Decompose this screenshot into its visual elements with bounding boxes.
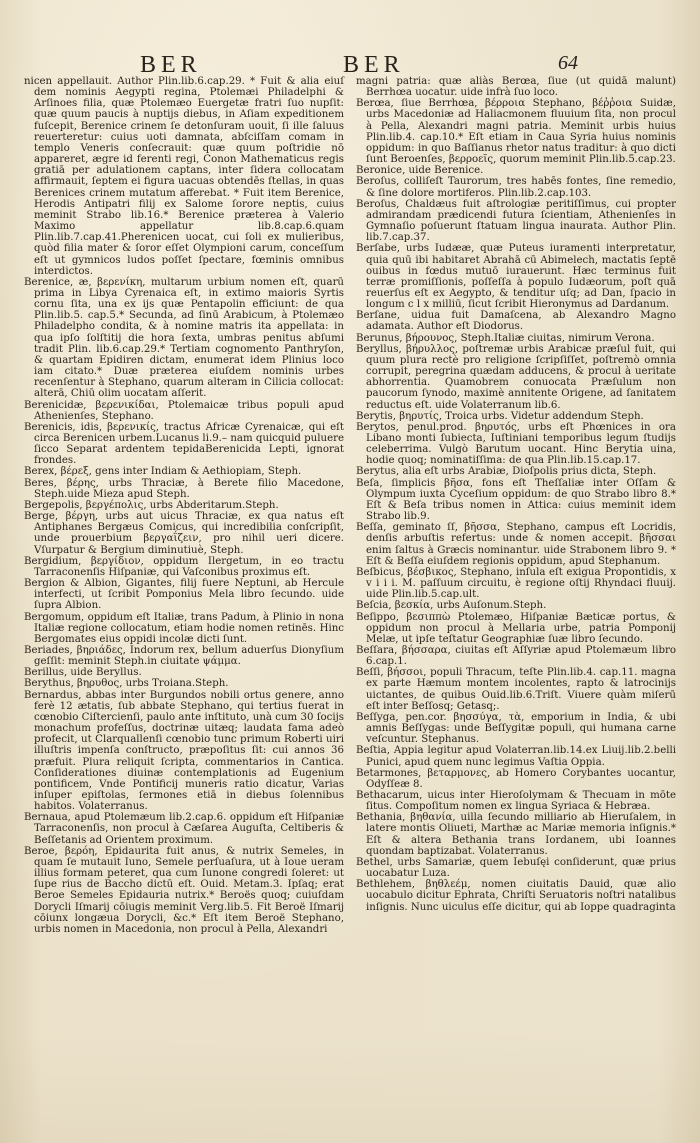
dictionary-entry: Beſſi, βήσσοι, populi Thracum, teſte Plin.lib.4. cap.11. magna ex parte Hæmum montem incolentes, rapto & latrocinijs uictantes, de quibus Ouid.lib.6.Triſt. Viuere quàm miſerū eſt inter Beſſosq; Getasq;. (356, 667, 676, 712)
running-head-left: BER (140, 52, 202, 78)
dictionary-entry: Bernaua, apud Ptolemæum lib.2.cap.6. oppidum eſt Hiſpaniæ Tarraconenſis, non procul à Cæſarea Auguſta, Celtiberis & Beſſetanis ad Orientem proximum. (24, 812, 344, 846)
dictionary-entry: Berſane, uidua fuit Damaſcena, ab Alexandro Magno adamata. Author eſt Diodorus. (356, 310, 676, 333)
dictionary-entry: Berenice, æ, βερενίκη, multarum urbium nomen eſt, quarū prima in Libya Cyrenaica eſt, in extimo maioris Syrtis cornu ſita, una ex ijs quæ Pentapolin efficiunt: de qua Plin.lib.5. cap.5.* Secunda, ad ſinū Arabicum, à Ptolemæo Philadelpho condita, & à nomine matris ita appellata: in qua ipſo ſolſtitij die hora ſexta, umbras penitus abſumi tradit Plin. lib.6.cap.29.* Tertiam cognomento Panthryſon, & quartam Epidiren dictam, enumerat idem Plinius loco iam citato.* Duæ præterea eiuſdem nominis urbes recenſentur à Stephano, quarum alteram in Cilicia collocat: alterā, Chiū olim uocatam aſſerit. (24, 276, 344, 400)
dictionary-entry: Bethel, urbs Samariæ, quem Iebuſęi conſiderunt, quæ prius uocabatur Luza. (356, 856, 676, 880)
dictionary-entry: Beronice, uide Berenice. (356, 165, 484, 177)
dictionary-entry: Bergepolis, βεργέπολις, urbs Abderitarum.Steph. (24, 499, 279, 511)
dictionary-entry: Beſippo, βεσιππὼ Ptolemæo, Hiſpaniæ Bæticæ portus, & oppidum non procul à Mellaria urbe, patria Pomponij Melæ, ut ipſe teſtatur Geographiæ ſuæ libro ſecundo. (356, 611, 676, 645)
dictionary-entry: Beres, βέρης, urbs Thraciæ, à Berete filio Macedone, Steph.uide Mieza apud Steph. (24, 477, 344, 500)
dictionary-entry: Beſa, ſimplicis βῆσα, fons eſt Theſſaliæ inter Oſſam & Olympum iuxta Cyceſium oppidum: de quo Strabo libro 8.* Eſt & Beſa tribus nomen in Attica: cuius meminit idem Strabo lib.9. (356, 477, 676, 523)
dictionary-entry: Betarmones, βεταρμονες, ab Homero Corybantes uocantur, Odyſſeæ 8. (356, 767, 676, 790)
dictionary-entry: nicen appellauit. Author Plin.lib.6.cap.29. * Fuit & alia eiuſ dem nominis Aegypti regina, Ptolemæi Philadelphi & Arſinoes filia, quæ Ptolemæo Euergetæ fratri ſuo nupſit: quæ quum paucis à nuptijs diebus, in Aſiam expeditionem fuſcepit, Berenice crinem ſe detonſuram uouit, ſi ille ſaluus reuerteretur: cuius uoti damnata, abſciſſam comam in templo Veneris conſecrauit: quæ quum poſtridie nō appareret, ægre id ferenti regi, Conon Mathematicus regis gratiā per adulationem captans, inter ſidera collocatam affirmauit, ſeptem ei figura uacuas obtendēs ſtellas, in quas Berenices crinem mutatum afferebat. * Fuit item Berenice, Herodis Antipatri filij ex Salome ſorore neptis, cuius meminit Strabo lib.16.* Berenice præterea à Valerio Maximo appellatur lib.8.cap.6.quam Plin.lib.7.cap.41.Pherenicen uocat, cui ſoli ex mulieribus, quòd filia mater & ſoror eſſet Olympioni carum, conceſſum eſt ut gymnicos ludos poſſet ſpectare, fœminis omnibus interdictos. (24, 76, 344, 277)
dictionary-entry: Beroſus, colliſeſt Taurorum, tres habēs fontes, ſine remedio, & ſine dolore mortiferos. Plin.lib.2.cap.103. (356, 176, 676, 199)
dictionary-entry: Berytos, penul.prod. βηρυτός, urbs eſt Phœnices in ora Libano monti ſubiecta, Iuſtiniani temporibus legum ſtudijs celeberrima. Vulgò Barutum uocant. Hinc Berytia uina, hodie quoq; nominatiſſima: de qua Plin.lib.15.cap.17. (356, 421, 676, 467)
dictionary-entry: Berenicidæ, βερενικίδαι, Ptolemaicæ tribus populi apud Athenienſes, Stephano. (24, 399, 344, 422)
dictionary-entry: Beroe, βερόη, Epidaurita fuit anus, & nutrix Semeles, in quam ſe mutauit Iuno, Semele perſuaſura, ut à Ioue ueram illius formam peteret, qua cum Iunone congredi ſoleret: ut ſupe rius de Baccho dictū eſt. Ouid. Metam.3. Ipſaq; erat Beroe Semeles Epidauria nutrix.* Beroës quoq; cuiuſdam Dorycli Iſmarij cōiugis meminit Verg.lib.5. Fit Beroë Iſmarij cōiunx longæua Dorycli, &c.* Eſt item Beroë Stephano, urbis nomen in Macedonia, non procul à Pella, Alexandri (24, 845, 344, 935)
dictionary-entry: Bethania, βηθανία, uilla ſecundo milliario ab Hieruſalem, in latere montis Oliueti, Marthæ ac Mariæ memoria inſignis.* Eſt & altera Bethania trans Iordanem, ubi Ioannes quondam baptizabat. Volaterranus. (356, 812, 676, 857)
dictionary-entry: Berœa, ſiue Berrhœa, βέρροια Stephano, βέῤῥοια Suidæ, urbs Macedoniæ ad Haliacmonem fluuium ſita, non procul à Pella, Alexandri magni patria. Meminit urbis huius Plin.lib.4. cap.10.* Eſt etiam in Caua Syria huius nominis oppidum: in quo Baſſianus rhetor natus traditur: à quo dicti ſunt Beroenſes, βερροεῖς, quorum meminit Plin.lib.5.cap.23. (356, 98, 676, 166)
dictionary-entry: Berytus, alia eſt urbs Arabiæ, Dioſpolis prius dicta, Steph. (356, 466, 657, 478)
dictionary-entry: Berex, βέρεξ, gens inter Indiam & Aethiopiam, Steph. (24, 466, 302, 478)
dictionary-entry: Bethlehem, βηθλεέμ, nomen ciuitatis Dauid, quæ alio uocabulo dicitur Ephrata, Chriſti Seruatoris noſtri natalibus inſignis. Nunc uiculus eſſe dicitur, qui ab Ioppe quadraginta (356, 879, 676, 913)
right-text-column (356, 76, 676, 913)
dictionary-entry: Beroſus, Chaldæus fuit aſtrologiæ peritiſſimus, cui propter admirandam prædicendi futura ſcientiam, Athenienſes in Gymnaſio poſuerunt ſtatuam lingua inaurata. Author Plin. lib.7.cap.37. (356, 198, 676, 244)
page-number: 64 (558, 52, 578, 74)
dictionary-entry: Berge, βέργη, urbs aut uicus Thraciæ, ex qua natus eſt Antiphanes Bergæus Comicus, qui incredibilia conſcripſit, unde prouerbium βεργαΐζειν, pro nihil ueri dicere. Vſurpatur & Bergium diminutiuè, Steph. (24, 511, 344, 556)
dictionary-entry: Bergion & Albion, Gigantes, filij fuere Neptuni, ab Hercule interfecti, ut ſcribit Pomponius Mela libro ſecundo. uide ſupra Albion. (24, 578, 344, 612)
dictionary-entry: Berſabe, urbs Iudææ, quæ Puteus iuramenti interpretatur, quia quū ibi habitaret Abrahā cū Abimelech, mactatis ſeptē ouibus in fœdus mutuō iurauerunt. Hæc terminus fuit terræ promiſſionis, poſſeſſa à populo Iudæorum, poſt quā reuerſus eſt ex Aegypto, & tenditur uſq; ad Dan, ſpacio in longum c l x milliū, ſicut ſcribit Hieronymus ad Dardanum. (356, 243, 676, 311)
left-text-column (24, 76, 344, 935)
dictionary-entry: Berillus, uide Beryllus. (24, 667, 142, 679)
dictionary-entry: Berenicis, idis, βερενικίς, tractus Africæ Cyrenaicæ, qui eſt circa Berenicen urbem.Lucanus li.9.– nam quicquid puluere ſicco Separat ardentem tepidaBerenicida Lepti, ignorat frondes. (24, 421, 344, 467)
dictionary-entry: Bergidium, βεργίδιον, oppidum Ilergetum, in eo tractu Tarraconenſis Hiſpaniæ, qui Vaſconibus proximus eſt. (24, 555, 344, 578)
dictionary-entry: Beſſyga, pen.cor. βησσύγα, τὰ, emporium in India, & ubi amnis Beſſygas: unde Beſſygitæ populi, qui humana carne veſcuntur. Stephanus. (356, 711, 676, 746)
dictionary-entry: magni patria: quæ aliàs Berœa, ſiue (ut quidā malunt) Berrhœa uocatur. uide infrà ſuo loco. (356, 76, 676, 99)
dictionary-entry: Berunus, βήρουνος, Steph.Italiæ ciuitas, nimirum Verona. (356, 332, 655, 344)
dictionary-entry: Beſſa, geminato ſſ, βῆσσα, Stephano, campus eſt Locridis, denſis arbuſtis refertus: unde & nomen accepit. βῆσσαι enim ſaltus à Græcis nominantur. uide Strabonem libro 9. * Eſt & Beſſa eiuſdem regionis oppidum, apud Stephanum. (356, 522, 676, 567)
dictionary-entry: Bethacarum, uicus inter Hieroſolymam & Thecuam in mōte ſitus. Compoſitum nomen ex lingua Syriaca & Hebræa. (356, 790, 676, 813)
dictionary-entry: Beſcia, βεσκία, urbs Auſonum.Steph. (356, 600, 547, 612)
dictionary-entry: Berythus, βηρυθος, urbs Troiana.Steph. (24, 678, 229, 690)
dictionary-entry: Beſbicus, βέσβικος, Stephano, inſula eſt exigua Propontidis, x v i i i. M. paſſuum circuitu, è regione oſtij Rhyndaci fluuij. uide Plin.lib.5.cap.ult. (356, 566, 676, 601)
dictionary-entry: Beryllus, βήρυλλος, poſtremæ urbis Arabicæ præſul fuit, qui quum plura rectè pro religione ſcripſiſſet, poſtremò omnia corrupit, peregrina quædam adducens, & procul à ueritate abhorrentia. Quamobrem conuocata Præſulum non paucorum ſynodo, maximè annitente Origene, ad ſanitatem reductus eſt. uide Volaterranum lib.6. (356, 343, 676, 411)
dictionary-entry: Bergomum, oppidum eſt Italiæ, trans Padum, à Plinio in nona Italiæ regione collocatum, etiam hodie nomen retinēs. Hinc Bergomates eius oppidi incolæ dicti ſunt. (24, 611, 344, 645)
dictionary-entry: Beſtia, Appia legitur apud Volaterran.lib.14.ex Liuij.lib.2.belli Punici, apud quem nunc legimus Vaſtia Oppia. (356, 745, 676, 768)
dictionary-entry: Beriades, βηριάδες, Indorum rex, bellum aduerſus Dionyſium geſſit: meminit Steph.in ciuitate ψάμμα. (24, 644, 344, 668)
running-head-middle: BER (343, 52, 405, 78)
dictionary-entry: Berytis, βηρυτίς, Troica urbs. Videtur addendum Steph. (356, 410, 644, 422)
dictionary-entry: Bernardus, abbas inter Burgundos nobili ortus genere, anno ferè 12 ætatis, ſub abbate Stephano, qui tertius fuerat in cœnobio Ciſtercienſi, paulo ante inſtituto, unà cum 30 ſocijs monachum profeſſus, doctrinæ uitæq; laudata fama adeò profecit, ut Clarquallenſi cœnobio tunc primum Roberti uiri illuſtris impenſa conſtructo, præpoſitus ſit: cui annos 36 præfuit. Plura reliquit ſcripta, commentarios in Cantica. Conſiderationes diuinæ contemplationis ad Eugenium pontificem, Vnde Pontificij muneris ratio dicatur, Varias inſuper epiſtolas, ſermones etiā in diebus ſolennibus habitos. Volaterranus. (24, 689, 344, 813)
page-bottom-margin (0, 1033, 700, 1143)
dictionary-entry: Beſſara, βήσσαρα, ciuitas eſt Aſſyriæ apud Ptolemæum libro 6.cap.1. (356, 644, 676, 668)
